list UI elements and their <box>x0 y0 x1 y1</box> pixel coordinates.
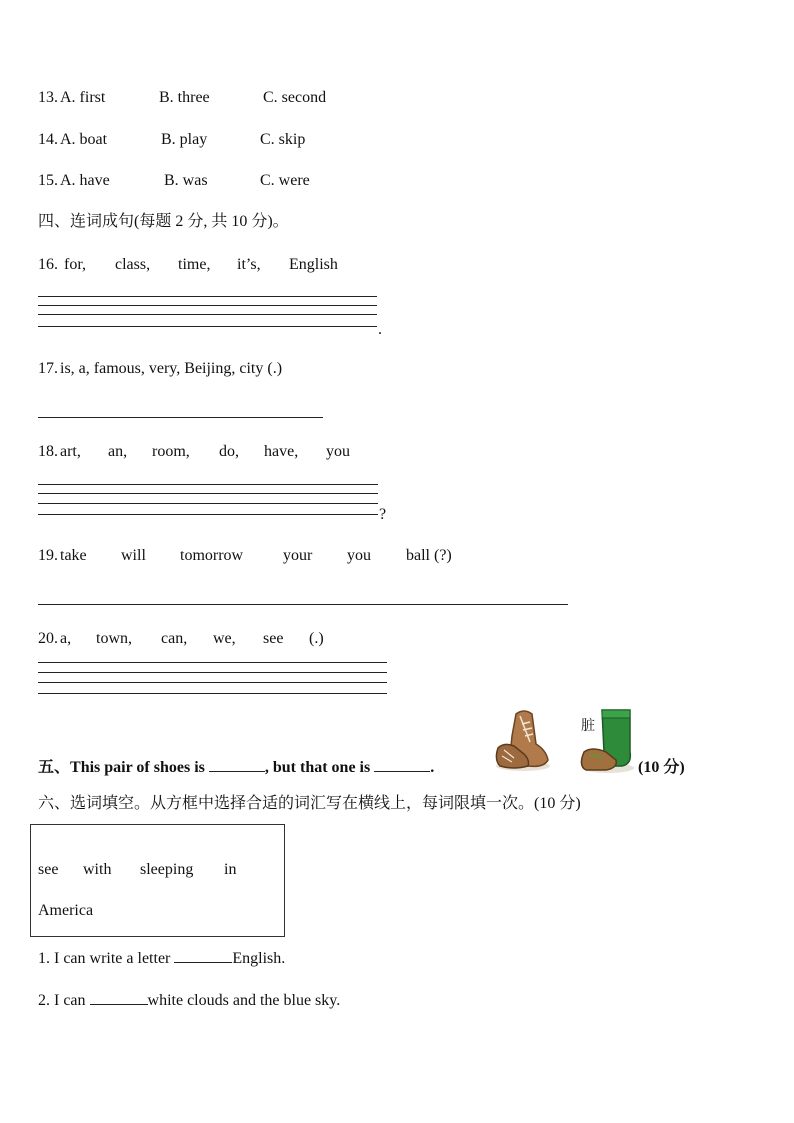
sentence-part-1: This pair of shoes is <box>70 759 205 776</box>
word-bank-word: with <box>83 861 112 878</box>
fill-item-1 <box>38 949 285 969</box>
word: do, <box>219 443 239 460</box>
word: ball (?) <box>406 547 452 564</box>
answer-blank[interactable] <box>209 771 265 772</box>
word: room, <box>152 443 190 460</box>
answer-blank[interactable] <box>174 962 232 963</box>
answer-line[interactable] <box>38 604 568 605</box>
sentence-end-mark: . <box>378 321 382 338</box>
word: art, <box>60 443 81 460</box>
word: time, <box>178 256 211 273</box>
answer-line[interactable] <box>38 484 378 485</box>
answer-line[interactable] <box>38 503 378 504</box>
question-number: 18. <box>38 443 58 460</box>
sentence-part-3: . <box>430 759 435 776</box>
word: English <box>289 256 338 273</box>
word-list: is, a, famous, very, Beijing, city (.) <box>60 360 283 377</box>
answer-line[interactable] <box>38 493 378 494</box>
section-5-score: (10 分) <box>638 759 685 776</box>
word: will <box>121 547 146 564</box>
answer-line[interactable] <box>38 305 377 306</box>
option-c: C. second <box>263 89 327 106</box>
word-bank-box <box>30 824 285 937</box>
item-number: 1. <box>38 950 50 967</box>
word: it’s, <box>237 256 261 273</box>
word: your <box>283 547 313 564</box>
word: we, <box>213 630 236 647</box>
word: a, <box>60 630 72 647</box>
green-boots-image <box>576 706 636 774</box>
answer-line[interactable] <box>38 682 387 683</box>
question-number: 15. <box>38 172 58 189</box>
question-number: 19. <box>38 547 58 564</box>
word-bank-word: in <box>224 861 237 878</box>
section-6-heading: 六、选词填空。从方框中选择合适的词汇写在横线上，每词限填一次。(10 分) <box>38 795 581 812</box>
option-c: C. were <box>260 172 310 189</box>
word: class, <box>115 256 151 273</box>
item-number: 2. <box>38 992 50 1009</box>
option-b: B. three <box>159 89 210 106</box>
answer-line[interactable] <box>38 326 377 327</box>
option-a: A. boat <box>60 131 108 148</box>
option-b: B. was <box>164 172 208 189</box>
answer-line[interactable] <box>38 296 377 297</box>
word: take <box>60 547 87 564</box>
question-number: 13. <box>38 89 58 106</box>
image-caption: 脏 <box>581 718 595 734</box>
sentence-part-2: , but that one is <box>264 759 371 776</box>
word: (.) <box>309 630 324 647</box>
answer-blank[interactable] <box>374 771 430 772</box>
section-5-label: 五、 <box>38 759 71 776</box>
word: you <box>347 547 371 564</box>
question-number: 17. <box>38 360 58 377</box>
item-text-after: English. <box>232 950 286 967</box>
option-a: A. have <box>60 172 110 189</box>
word: tomorrow <box>180 547 244 564</box>
word: an, <box>108 443 128 460</box>
option-c: C. skip <box>260 131 306 148</box>
word-bank-word: sleeping <box>140 861 194 878</box>
question-number: 20. <box>38 630 58 647</box>
item-text-before: I can <box>54 992 86 1009</box>
sentence-end-mark: ? <box>379 506 387 523</box>
question-number: 14. <box>38 131 58 148</box>
word: for, <box>64 256 87 273</box>
question-number: 16. <box>38 256 58 273</box>
answer-line[interactable] <box>38 417 323 418</box>
word: see <box>263 630 284 647</box>
word-bank-word: see <box>38 861 59 878</box>
answer-line[interactable] <box>38 662 387 663</box>
section-4-heading: 四、连词成句(每题 2 分, 共 10 分)。 <box>38 213 289 230</box>
answer-line[interactable] <box>38 672 387 673</box>
option-a: A. first <box>60 89 106 106</box>
item-text-before: I can write a letter <box>54 950 171 967</box>
brown-boots-image <box>494 706 552 772</box>
word: town, <box>96 630 132 647</box>
word: have, <box>264 443 299 460</box>
item-text-after: white clouds and the blue sky. <box>147 992 341 1009</box>
word: can, <box>161 630 188 647</box>
word-bank-word: America <box>38 902 94 919</box>
answer-blank[interactable] <box>90 1004 148 1005</box>
section-5-sentence <box>38 758 434 778</box>
answer-line[interactable] <box>38 514 378 515</box>
option-b: B. play <box>161 131 208 148</box>
fill-item-2 <box>38 991 340 1011</box>
word: you <box>326 443 350 460</box>
answer-line[interactable] <box>38 314 377 315</box>
answer-line[interactable] <box>38 693 387 694</box>
